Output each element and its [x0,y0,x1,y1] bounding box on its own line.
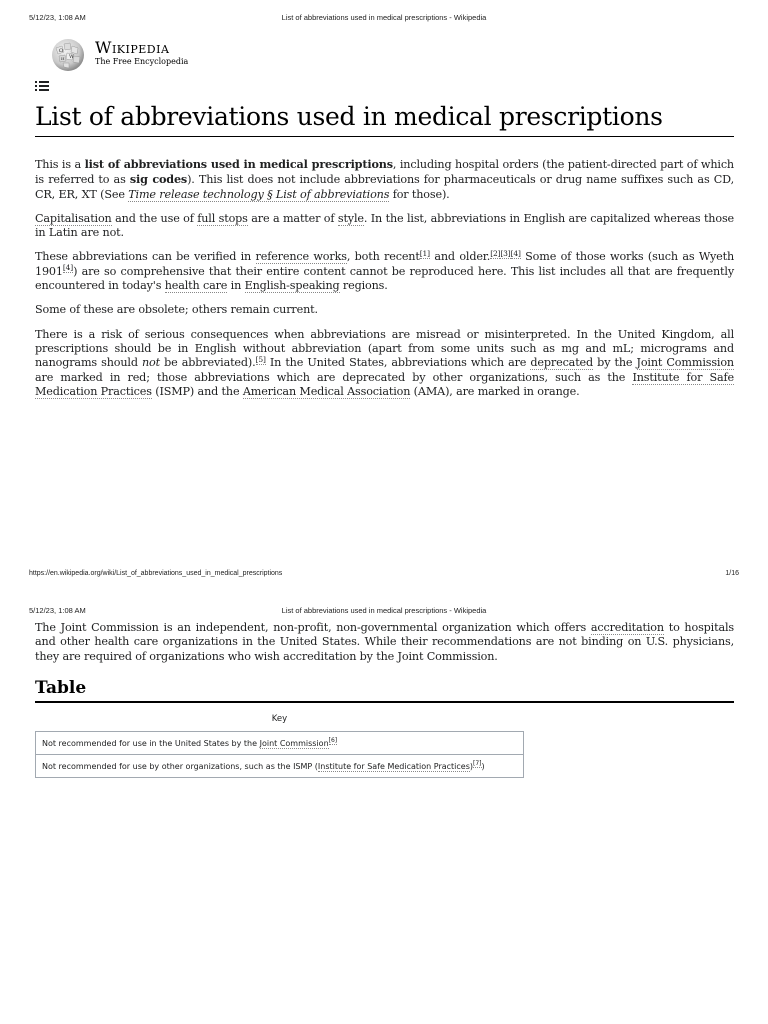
capitalisation-paragraph: Capitalisation and the use of full stops are a matter of style. In the list, abbreviations in English are capitalized whereas those in Latin are not. [35,211,735,240]
print-page-title: List of abbreviations used in medical prescriptions - Wikipedia [281,606,487,615]
verification-paragraph: These abbreviations can be verified in reference works, both recent[1] and older.[2][3][4] Some of those works (such as Wyeth 1901[4]) are so comprehensive that their entire content cannot be reproduced here. This list includes all that are frequently encountered in today's health care in English-speaking regions. [35,248,735,293]
link-reference-works[interactable]: reference works [255,250,347,264]
wikipedia-globe-icon [50,36,86,72]
link-american-medical-association[interactable]: American Medical Association [242,384,411,398]
link-joint-commission-key[interactable]: Joint Commission [259,738,329,748]
joint-commission-paragraph: The Joint Commission is an independent, non-profit, non-governmental organization which offers accreditation to hospitals and other health care organizations in the United States. While their recommendations are not binding on U.S. physicians, they are required of organizations who wish accreditation by the Joint Commission. [35,621,734,663]
key-cell: Not recommended for use in the United States by the Joint Commission[6] [36,732,524,755]
citation-6[interactable]: [6] [328,736,338,744]
risk-paragraph: There is a risk of serious consequences when abbreviations are misread or misinterpreted. In the United Kingdom, all prescriptions should be in English without abbreviation (apart from some units such as mg and mL; micrograms and nanograms should not be abbreviated).[5] In the United States, abbreviations which are deprecated by the Joint Commission are marked in red; those abbreviations which are deprecated by other organizations, such as the Institute for Safe Medication Practices (ISMP) and the American Medical Association (AMA), are marked in orange. [35,327,734,398]
link-capitalisation[interactable]: Capitalisation [35,211,112,225]
link-ismp-key[interactable]: Institute for Safe Medication Practices [317,761,470,771]
print-datetime: 5/12/23, 1:08 AM [29,13,86,22]
link-health-care[interactable]: health care [164,279,228,293]
key-table [35,731,524,778]
link-accreditation[interactable]: accreditation [590,621,664,634]
key-cell: Not recommended for use by other organizations, such as the ISMP (Institute for Safe Medication Practices)[7]) [36,755,524,778]
print-footer [29,570,739,582]
print-datetime: 5/12/23, 1:08 AM [29,606,86,615]
citation-5[interactable]: [5] [255,354,266,364]
wikipedia-wordmark: Wikipedia [95,38,170,57]
link-style[interactable]: style [337,211,364,225]
page-title: List of abbreviations used in medical prescriptions [35,100,734,137]
print-page-number: 1/16 [725,570,739,577]
print-page-title: List of abbreviations used in medical prescriptions - Wikipedia [281,13,487,22]
citation-4[interactable]: [4] [510,248,521,258]
print-url: https://en.wikipedia.org/wiki/List_of_abbreviations_used_in_medical_prescriptions [29,570,283,577]
table-of-contents-icon[interactable] [35,80,49,92]
citation-1[interactable]: [1] [419,248,430,258]
key-row-other-organizations [36,755,524,778]
print-header [29,13,739,25]
article-body-page-1 [35,157,734,409]
link-joint-commission[interactable]: Joint Commission [636,356,734,370]
link-deprecated[interactable]: deprecated [530,356,594,370]
link-ismp[interactable]: Institute for Safe Medication Practices [35,370,734,398]
wikipedia-logo[interactable] [50,36,190,72]
intro-paragraph: This is a list of abbreviations used in medical prescriptions, including hospital orders (the patient-directed part of which is referred to as sig codes). This list does not include abbreviations for pharmaceuticals or drug name suffixes such as CD, CR, ER, XT (See Time release technology § List of abbreviations for those). [35,157,734,201]
wikipedia-tagline: The Free Encyclopedia [95,57,189,66]
svg-text:И: И [61,56,65,61]
citation-4-wyeth[interactable]: [4] [62,263,74,273]
article-body-page-2 [35,621,734,674]
link-time-release-technology[interactable]: Time release technology § List of abbreviations [128,187,390,201]
citation-3[interactable]: [3] [500,248,511,258]
key-caption: Key [271,714,288,724]
obsolete-paragraph: Some of these are obsolete; others remain current. [35,303,318,317]
svg-text:W: W [69,54,75,60]
svg-text:Ω: Ω [59,48,64,54]
citation-7[interactable]: [7] [473,759,482,767]
link-english-speaking[interactable]: English-speaking [244,279,340,293]
citation-2[interactable]: [2] [490,248,501,258]
print-header-page-2 [29,606,739,618]
link-full-stops[interactable]: full stops [197,211,248,225]
section-heading-table: Table [35,677,734,703]
key-row-joint-commission [36,732,524,755]
